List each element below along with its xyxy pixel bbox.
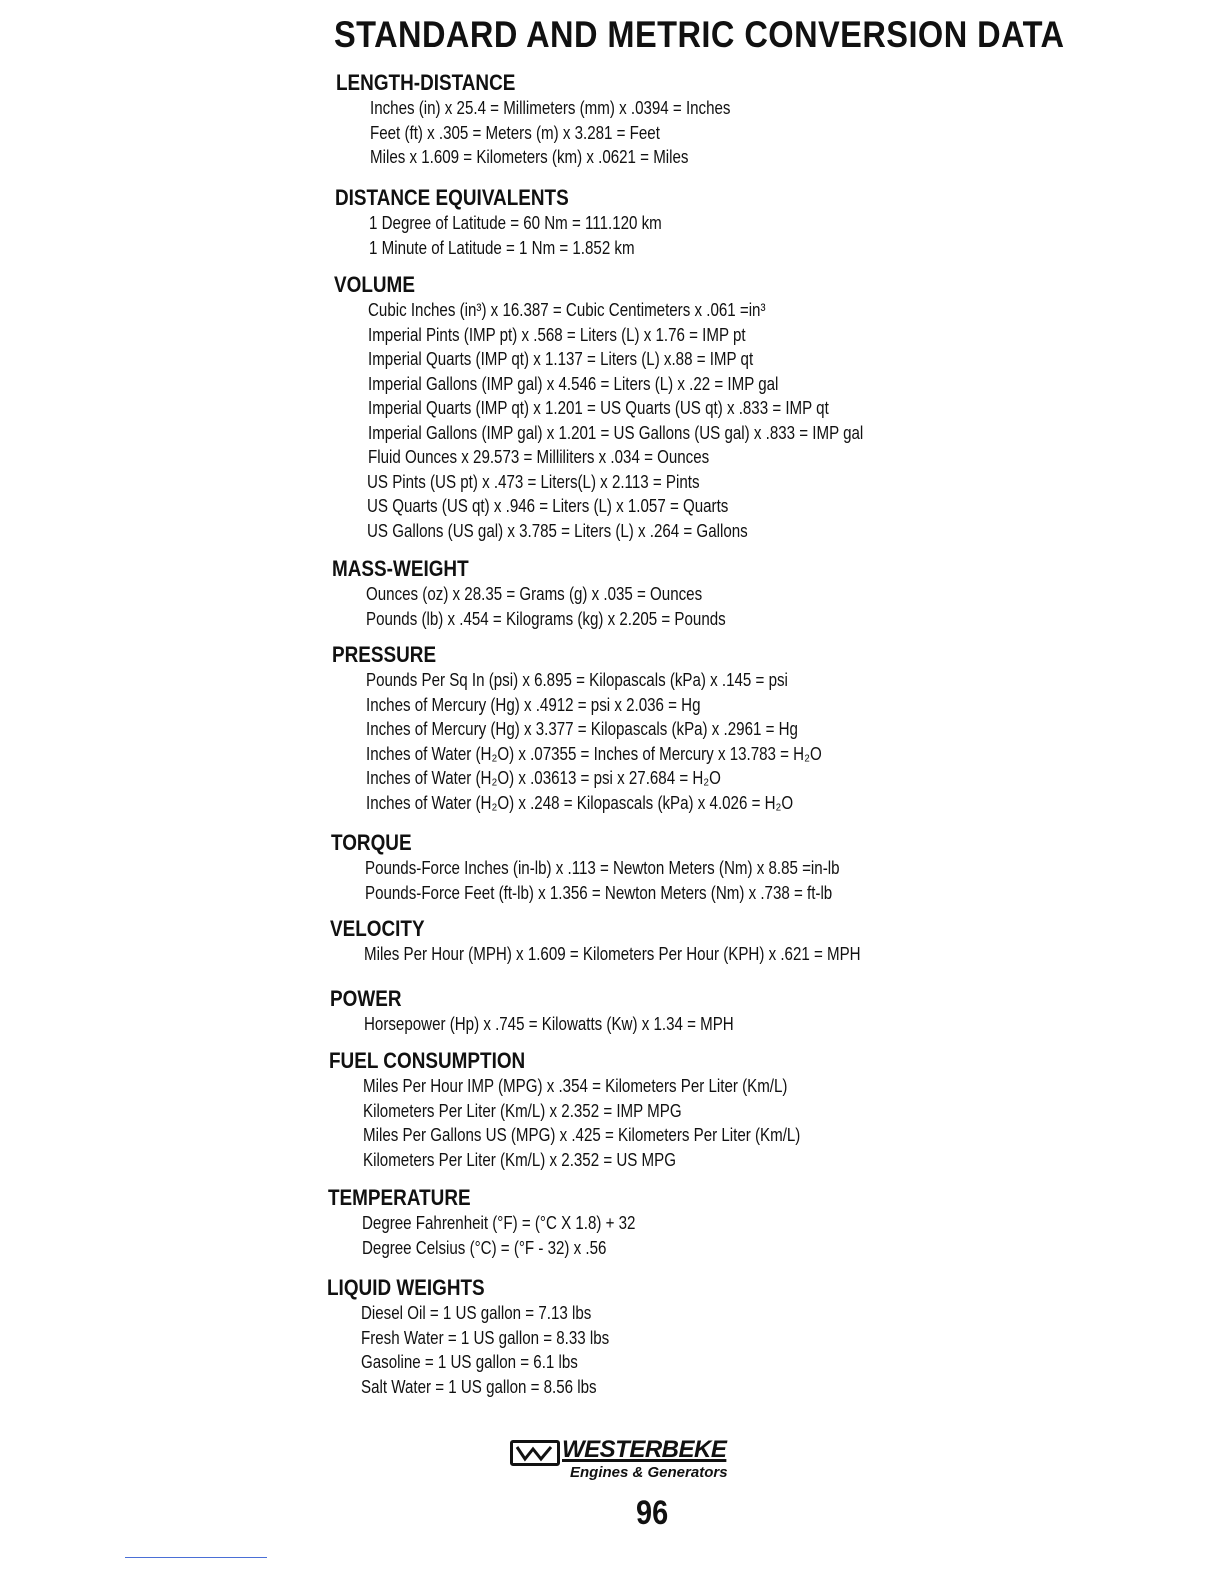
- conversion-line: Pounds Per Sq In (psi) x 6.895 = Kilopascals (kPa) x .145 = psi: [366, 670, 788, 690]
- section-length-distance: [0, 70, 799, 170]
- conversion-line: Inches (in) x 25.4 = Millimeters (mm) x .0394 = Inches: [370, 98, 731, 118]
- conversion-line: 1 Minute of Latitude = 1 Nm = 1.852 km: [369, 237, 635, 258]
- page-number: 96: [636, 1494, 669, 1532]
- westerbeke-emblem-icon: [510, 1440, 560, 1466]
- conversion-line: Degree Fahrenheit (°F) = (°C X 1.8) + 32: [362, 1213, 636, 1233]
- conversion-line: Inches of Water (H₂O) x .03613 = psi x 27.684 = H₂O: [366, 768, 721, 788]
- page-title: STANDARD AND METRIC CONVERSION DATA: [334, 14, 1065, 55]
- section-heading: MASS-WEIGHT: [332, 556, 469, 581]
- conversion-line: Pounds-Force Feet (ft-lb) x 1.356 = Newton Meters (Nm) x .738 = ft-lb: [365, 882, 833, 903]
- section-pressure: [0, 642, 909, 815]
- conversion-line: Pounds (lb) x .454 = Kilograms (kg) x 2.205 = Pounds: [366, 608, 726, 629]
- section-heading: LENGTH-DISTANCE: [336, 70, 516, 95]
- section-heading: DISTANCE EQUIVALENTS: [335, 185, 569, 210]
- conversion-line: Imperial Gallons (IMP gal) x 1.201 = US Gallons (US gal) x .833 = IMP gal: [368, 422, 864, 443]
- conversion-line: Cubic Inches (in³) x 16.387 = Cubic Centimeters x .061 =in³: [368, 300, 766, 320]
- section-fuel-consumption: [0, 1048, 884, 1172]
- conversion-line: 1 Degree of Latitude = 60 Nm = 111.120 km: [369, 213, 662, 233]
- section-volume: [0, 272, 958, 543]
- conversion-line: Kilometers Per Liter (Km/L) x 2.352 = IMP MPG: [363, 1100, 682, 1121]
- logo-tagline: Engines & Generators: [570, 1464, 728, 1481]
- conversion-line: Kilometers Per Liter (Km/L) x 2.352 = US MPG: [363, 1149, 677, 1170]
- footnote-rule: [125, 1557, 267, 1558]
- section-temperature: [0, 1185, 688, 1260]
- section-heading: LIQUID WEIGHTS: [327, 1275, 485, 1300]
- conversion-line: Fluid Ounces x 29.573 = Milliliters x .034 = Ounces: [368, 447, 710, 467]
- conversion-line: US Gallons (US gal) x 3.785 = Liters (L) x .264 = Gallons: [367, 520, 748, 541]
- conversion-line: Inches of Mercury (Hg) x 3.377 = Kilopascals (kPa) x .2961 = Hg: [366, 719, 798, 739]
- conversion-line: Ounces (oz) x 28.35 = Grams (g) x .035 = Ounces: [366, 584, 703, 604]
- conversion-line: Horsepower (Hp) x .745 = Kilowatts (Kw) x 1.34 = MPH: [364, 1014, 734, 1034]
- section-liquid-weights: [0, 1275, 656, 1399]
- section-heading: FUEL CONSUMPTION: [329, 1048, 526, 1073]
- conversion-line: Fresh Water = 1 US gallon = 8.33 lbs: [361, 1327, 610, 1348]
- section-heading: TORQUE: [331, 830, 412, 855]
- conversion-line: Miles x 1.609 = Kilometers (km) x .0621 = Miles: [370, 147, 689, 167]
- conversion-line: Miles Per Hour (MPH) x 1.609 = Kilometers Per Hour (KPH) x .621 = MPH: [364, 944, 861, 964]
- conversion-line: Inches of Water (H₂O) x .248 = Kilopascals (kPa) x 4.026 = H₂O: [366, 792, 794, 813]
- conversion-line: Degree Celsius (°C) = (°F - 32) x .56: [362, 1237, 607, 1258]
- section-power: [0, 986, 804, 1037]
- conversion-line: US Pints (US pt) x .473 = Liters(L) x 2.113 = Pints: [367, 471, 700, 492]
- section-distance-equivalents: [0, 185, 718, 260]
- section-heading: VELOCITY: [330, 916, 425, 941]
- conversion-line: Imperial Quarts (IMP qt) x 1.201 = US Quarts (US qt) x .833 = IMP qt: [368, 398, 829, 418]
- section-mass-weight: [0, 556, 794, 631]
- logo-name: WESTERBEKE: [562, 1436, 727, 1463]
- section-heading: PRESSURE: [332, 642, 437, 667]
- conversion-line: Feet (ft) x .305 = Meters (m) x 3.281 = Feet: [370, 122, 660, 143]
- conversion-line: Imperial Pints (IMP pt) x .568 = Liters (L) x 1.76 = IMP pt: [368, 324, 746, 345]
- conversion-line: Pounds-Force Inches (in-lb) x .113 = Newton Meters (Nm) x 8.85 =in-lb: [365, 858, 840, 878]
- section-torque: [0, 830, 930, 905]
- westerbeke-logo: [510, 1436, 760, 1488]
- conversion-line: Miles Per Hour IMP (MPG) x .354 = Kilometers Per Liter (Km/L): [363, 1076, 788, 1096]
- conversion-line: Imperial Gallons (IMP gal) x 4.546 = Liters (L) x .22 = IMP gal: [368, 373, 779, 394]
- section-heading: TEMPERATURE: [328, 1185, 471, 1210]
- conversion-line: Gasoline = 1 US gallon = 6.1 lbs: [361, 1352, 578, 1372]
- section-heading: VOLUME: [334, 272, 415, 297]
- conversion-line: Miles Per Gallons US (MPG) x .425 = Kilometers Per Liter (Km/L): [363, 1125, 801, 1145]
- section-heading: POWER: [330, 986, 402, 1011]
- conversion-line: US Quarts (US qt) x .946 = Liters (L) x 1.057 = Quarts: [367, 496, 729, 516]
- conversion-line: Inches of Water (H₂O) x .07355 = Inches of Mercury x 13.783 = H₂O: [366, 743, 822, 764]
- conversion-line: Salt Water = 1 US gallon = 8.56 lbs: [361, 1376, 597, 1397]
- conversion-line: Inches of Mercury (Hg) x .4912 = psi x 2.036 = Hg: [366, 694, 701, 715]
- conversion-line: Imperial Quarts (IMP qt) x 1.137 = Liters (L) x.88 = IMP qt: [368, 349, 754, 369]
- conversion-line: Diesel Oil = 1 US gallon = 7.13 lbs: [361, 1303, 592, 1323]
- section-velocity: [0, 916, 955, 967]
